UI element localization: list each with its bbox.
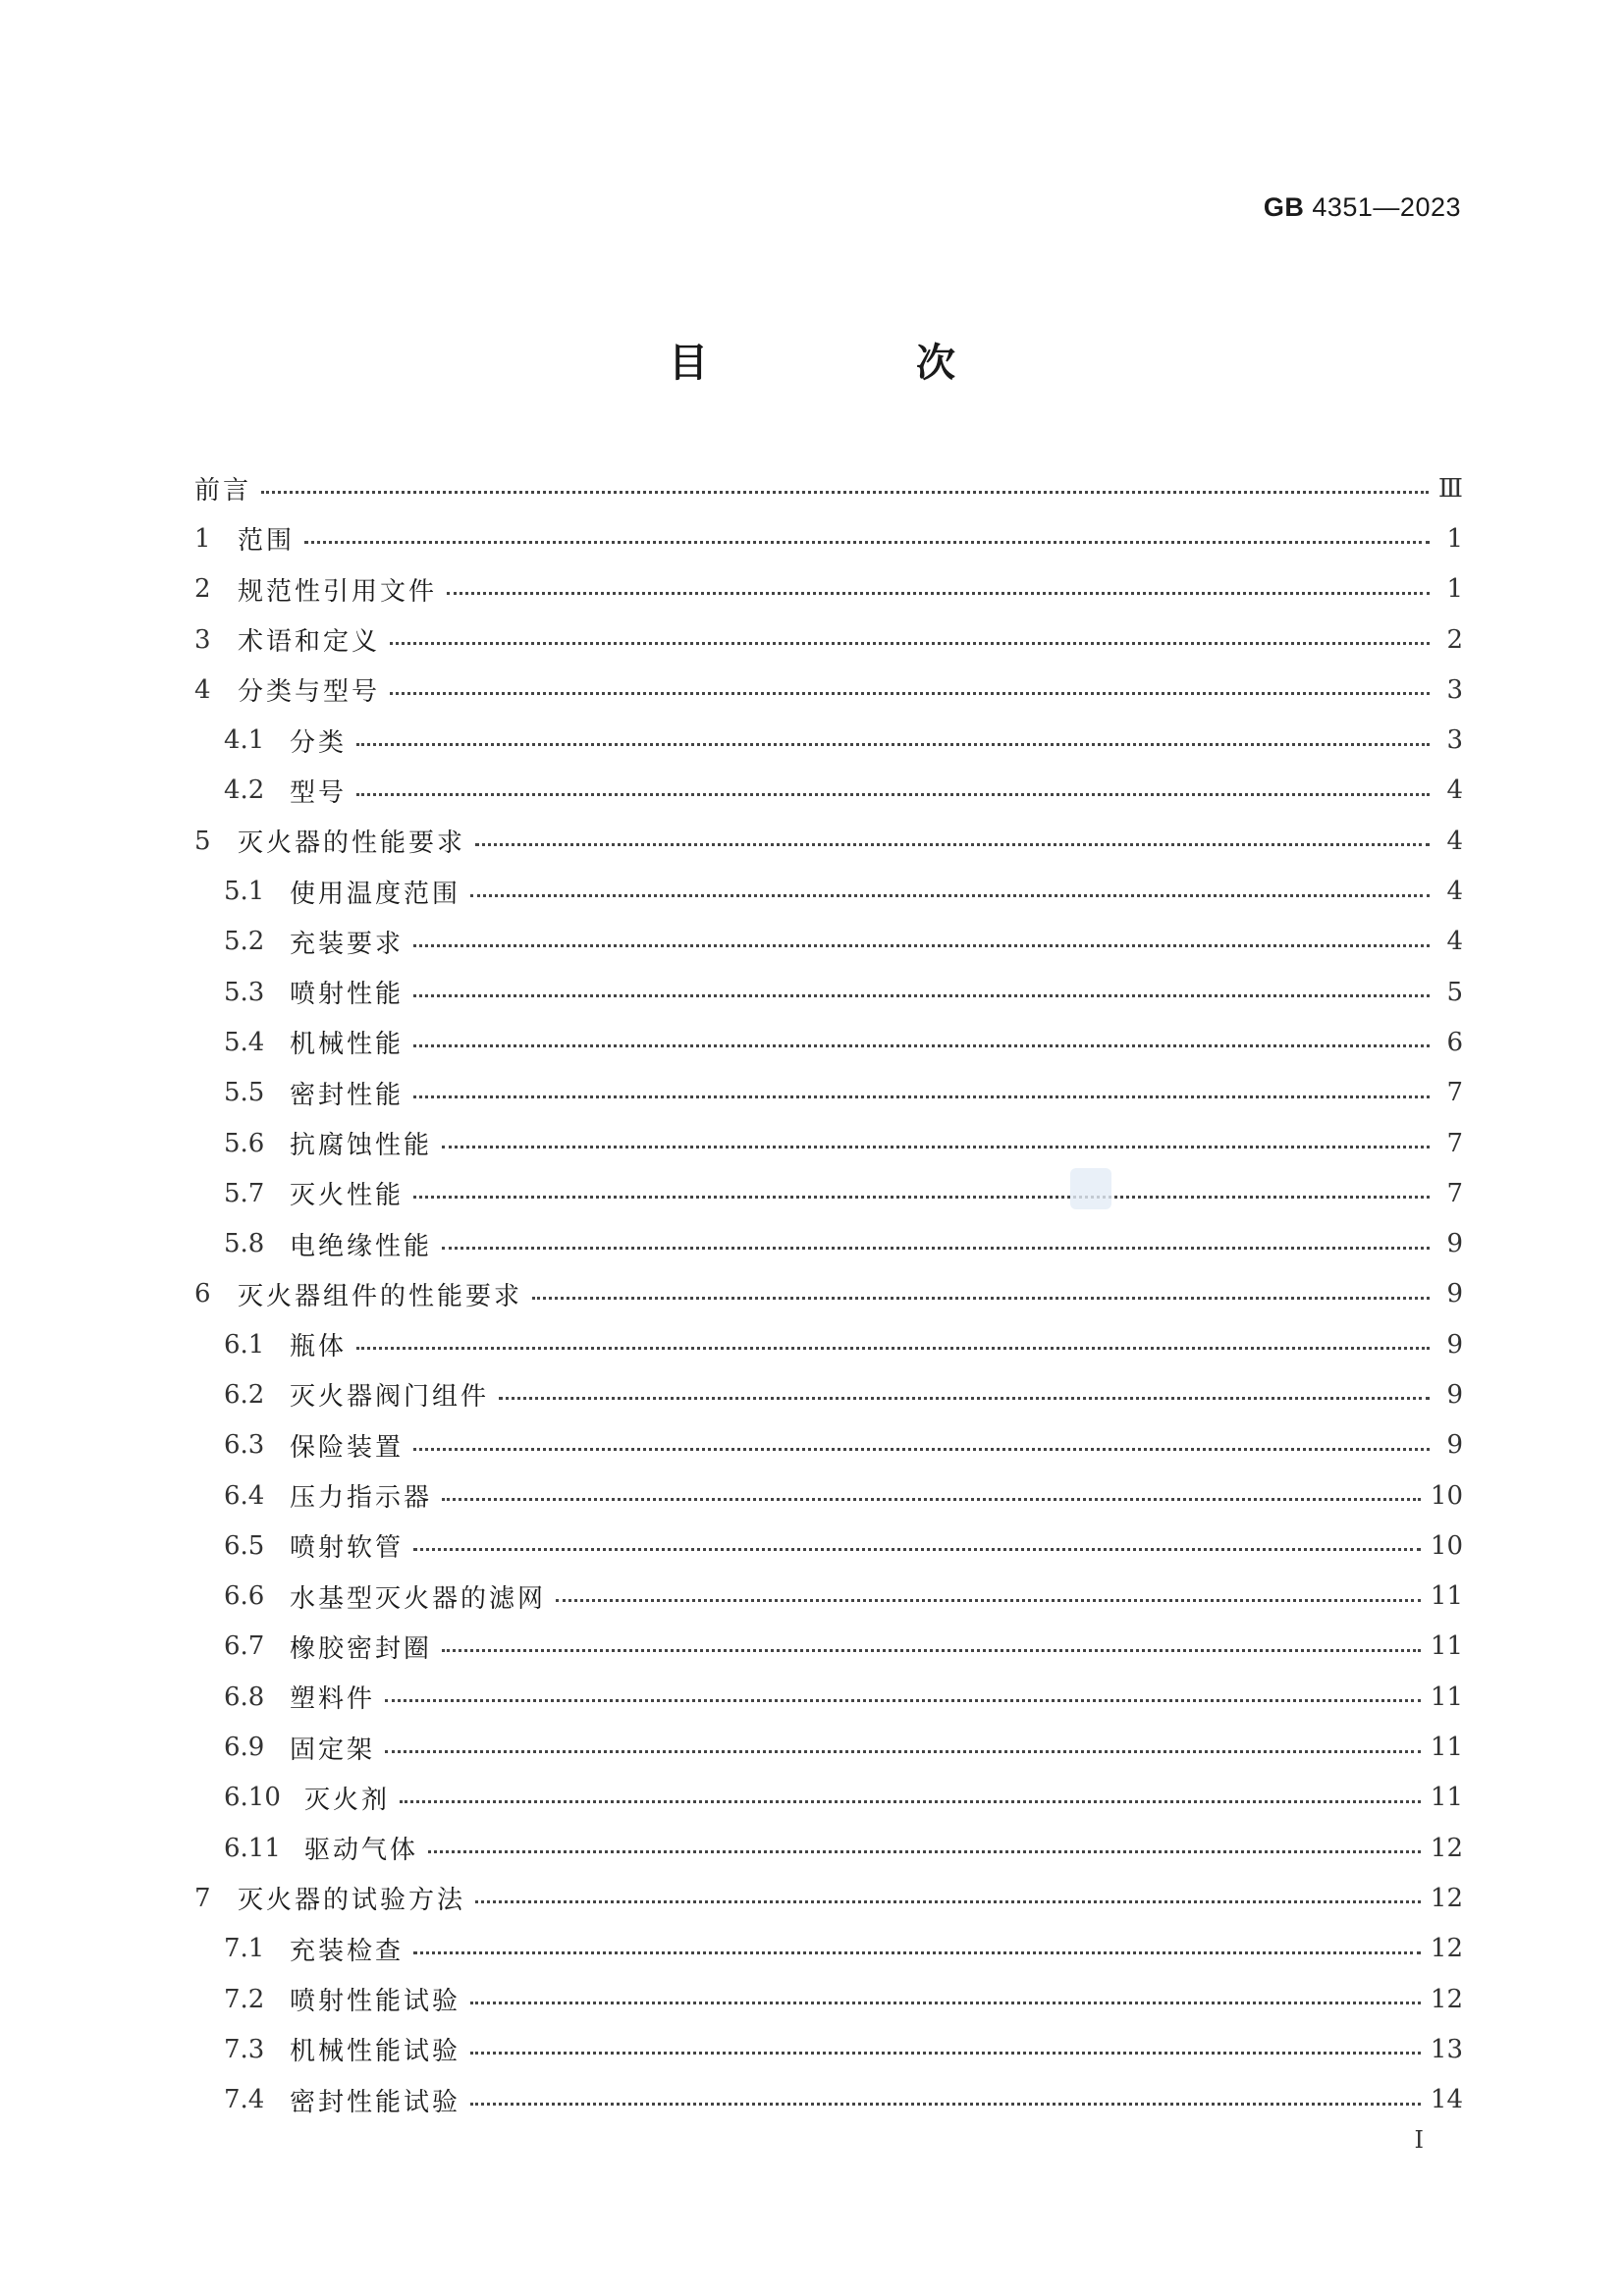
toc-entry-number: 3 bbox=[194, 624, 211, 655]
toc-entry-page: 11 bbox=[1430, 1783, 1463, 1813]
toc-entry-number: 6.3 bbox=[224, 1430, 265, 1461]
toc-leader-dots bbox=[470, 2103, 1421, 2106]
toc-entry-page: 6 bbox=[1446, 1027, 1463, 1057]
toc-entry-label: 密封性能 bbox=[290, 1080, 405, 1110]
toc-entry-label: 密封性能试验 bbox=[290, 2087, 461, 2117]
toc-entry-number: 6.6 bbox=[224, 1581, 265, 1612]
toc-leader-dots bbox=[390, 692, 1430, 695]
toc-leader-dots bbox=[413, 1044, 1430, 1047]
toc-entry-label: 灭火器阀门组件 bbox=[290, 1382, 490, 1413]
toc-leader-dots bbox=[413, 1448, 1430, 1451]
toc-entry[interactable] bbox=[194, 816, 1463, 866]
toc-entry-label: 灭火器组件的性能要求 bbox=[238, 1281, 523, 1311]
toc-leader-dots bbox=[470, 2002, 1421, 2004]
toc-entry-label: 规范性引用文件 bbox=[238, 576, 438, 607]
toc-entry-number: 5.8 bbox=[224, 1229, 265, 1259]
toc-entry-page: 14 bbox=[1430, 2085, 1463, 2115]
toc-entry[interactable] bbox=[194, 564, 1463, 614]
toc-leader-dots bbox=[356, 793, 1430, 796]
toc-entry-label: 灭火剂 bbox=[304, 1785, 391, 1815]
toc-entry-label: 灭火器的试验方法 bbox=[238, 1886, 466, 1916]
toc-entry[interactable] bbox=[194, 1118, 1463, 1168]
toc-leader-dots bbox=[556, 1599, 1421, 1602]
toc-leader-dots bbox=[400, 1800, 1421, 1803]
toc-entry[interactable] bbox=[194, 1672, 1463, 1722]
toc-entry-number: 6.2 bbox=[224, 1379, 265, 1410]
toc-entry-number: 4.1 bbox=[224, 725, 265, 756]
toc-entry-page: 9 bbox=[1446, 1229, 1463, 1259]
toc-entry[interactable] bbox=[194, 463, 1463, 513]
toc-entry[interactable] bbox=[194, 766, 1463, 816]
watermark-logo-icon bbox=[1070, 1168, 1111, 1209]
toc-entry-number: 5.5 bbox=[224, 1078, 265, 1108]
toc-entry-number: 5.4 bbox=[224, 1027, 265, 1057]
toc-entry-label: 充装检查 bbox=[290, 1936, 405, 1966]
toc-entry[interactable] bbox=[194, 1017, 1463, 1067]
toc-leader-dots bbox=[385, 1699, 1421, 1702]
toc-entry[interactable] bbox=[194, 1773, 1463, 1823]
toc-entry-number: 6.8 bbox=[224, 1682, 265, 1712]
toc-entry-label: 术语和定义 bbox=[238, 627, 381, 658]
toc-entry-page: 2 bbox=[1446, 624, 1463, 655]
toc-entry-page: 11 bbox=[1430, 1733, 1463, 1763]
toc-entry-label: 保险装置 bbox=[290, 1432, 405, 1463]
toc-entry[interactable] bbox=[194, 1974, 1463, 2024]
toc-entry-number: 5.7 bbox=[224, 1178, 265, 1208]
toc-entry-page: 9 bbox=[1446, 1379, 1463, 1410]
toc-entry-number: 1 bbox=[194, 523, 211, 554]
toc-entry-page: 12 bbox=[1430, 1883, 1463, 1913]
toc-entry[interactable] bbox=[194, 2075, 1463, 2125]
toc-entry-page: 4 bbox=[1446, 826, 1463, 856]
page-title: 目 次 bbox=[669, 341, 1040, 386]
toc-leader-dots bbox=[356, 1347, 1430, 1350]
toc-entry-page: 4 bbox=[1446, 927, 1463, 957]
toc-entry-label: 使用温度范围 bbox=[290, 879, 461, 909]
toc-entry-number: 5.6 bbox=[224, 1128, 265, 1158]
toc-entry[interactable] bbox=[194, 1873, 1463, 1923]
toc-leader-dots bbox=[413, 1095, 1430, 1098]
toc-entry-label: 喷射性能试验 bbox=[290, 1987, 461, 2017]
toc-entry[interactable] bbox=[194, 1924, 1463, 1974]
toc-entry[interactable] bbox=[194, 1068, 1463, 1118]
toc-entry-page: 7 bbox=[1446, 1128, 1463, 1158]
toc-leader-dots bbox=[413, 944, 1430, 947]
toc-entry-number: 7.1 bbox=[224, 1934, 265, 1964]
toc-leader-dots bbox=[475, 843, 1430, 846]
toc-entry-label: 充装要求 bbox=[290, 929, 405, 959]
toc-entry-page: 9 bbox=[1446, 1430, 1463, 1461]
toc-entry-page: 1 bbox=[1446, 574, 1463, 605]
toc-entry-page: 11 bbox=[1430, 1631, 1463, 1662]
toc-leader-dots bbox=[428, 1850, 1421, 1853]
toc-entry[interactable] bbox=[194, 1269, 1463, 1319]
toc-entry[interactable] bbox=[194, 715, 1463, 765]
toc-leader-dots bbox=[413, 1196, 1430, 1199]
toc-entry-label: 喷射软管 bbox=[290, 1533, 405, 1564]
toc-entry-label: 驱动气体 bbox=[304, 1836, 419, 1866]
toc-entry[interactable] bbox=[194, 1572, 1463, 1622]
toc-entry[interactable] bbox=[194, 513, 1463, 563]
toc-entry[interactable] bbox=[194, 1420, 1463, 1470]
toc-entry-page: 3 bbox=[1446, 674, 1463, 705]
standard-code: 4351—2023 bbox=[1312, 192, 1461, 222]
toc-entry-label: 水基型灭火器的滤网 bbox=[290, 1583, 547, 1614]
toc-entry-number: 5.3 bbox=[224, 977, 265, 1007]
toc-leader-dots bbox=[413, 994, 1430, 997]
toc-entry[interactable] bbox=[194, 1369, 1463, 1419]
toc-entry-label: 塑料件 bbox=[290, 1684, 376, 1715]
toc-entry-page: Ⅲ bbox=[1437, 473, 1463, 504]
standard-number bbox=[1264, 192, 1461, 223]
toc-leader-dots bbox=[261, 491, 1429, 494]
toc-entry-number: 6.1 bbox=[224, 1329, 265, 1360]
table-of-contents bbox=[194, 463, 1463, 2125]
toc-leader-dots bbox=[470, 894, 1430, 897]
toc-entry-page: 9 bbox=[1446, 1329, 1463, 1360]
toc-entry[interactable] bbox=[194, 1470, 1463, 1521]
toc-entry-label: 分类 bbox=[290, 727, 348, 758]
toc-entry[interactable] bbox=[194, 917, 1463, 967]
toc-entry-number: 7.3 bbox=[224, 2034, 265, 2064]
toc-leader-dots bbox=[499, 1397, 1430, 1400]
toc-entry-page: 1 bbox=[1446, 523, 1463, 554]
toc-entry-page: 3 bbox=[1446, 725, 1463, 756]
toc-entry-page: 4 bbox=[1446, 877, 1463, 907]
toc-entry-page: 4 bbox=[1446, 775, 1463, 806]
toc-entry-page: 11 bbox=[1430, 1682, 1463, 1712]
toc-entry-page: 10 bbox=[1430, 1480, 1463, 1511]
toc-entry-page: 13 bbox=[1430, 2034, 1463, 2064]
toc-entry[interactable] bbox=[194, 1722, 1463, 1772]
toc-entry-label: 分类与型号 bbox=[238, 677, 381, 708]
toc-entry-number: 5 bbox=[194, 826, 211, 856]
toc-entry-number: 5.2 bbox=[224, 927, 265, 957]
toc-leader-dots bbox=[447, 592, 1430, 595]
toc-entry-number: 5.1 bbox=[224, 877, 265, 907]
toc-entry-label: 范围 bbox=[238, 526, 296, 557]
toc-leader-dots bbox=[413, 1548, 1421, 1551]
toc-entry[interactable] bbox=[194, 1168, 1463, 1218]
toc-leader-dots bbox=[390, 642, 1430, 645]
toc-entry-label: 抗腐蚀性能 bbox=[290, 1131, 433, 1160]
toc-entry-label: 机械性能 bbox=[290, 1030, 405, 1060]
toc-entry-page: 7 bbox=[1446, 1078, 1463, 1108]
standard-prefix: GB bbox=[1263, 192, 1305, 222]
toc-entry-number: 4 bbox=[194, 674, 211, 705]
toc-entry[interactable] bbox=[194, 1319, 1463, 1369]
toc-entry-label: 固定架 bbox=[290, 1735, 376, 1765]
page-number: Ⅰ bbox=[1414, 2126, 1424, 2154]
toc-entry-label: 压力指示器 bbox=[290, 1483, 433, 1514]
toc-entry-page: 5 bbox=[1446, 977, 1463, 1007]
toc-entry[interactable] bbox=[194, 1521, 1463, 1571]
toc-entry-label: 橡胶密封圈 bbox=[290, 1633, 433, 1664]
toc-leader-dots bbox=[442, 1247, 1430, 1250]
toc-entry-label: 前言 bbox=[194, 476, 252, 507]
toc-entry-number: 4.2 bbox=[224, 775, 265, 806]
toc-leader-dots bbox=[475, 1900, 1421, 1903]
toc-leader-dots bbox=[442, 1146, 1430, 1148]
toc-entry-label: 型号 bbox=[290, 777, 348, 808]
toc-entry-label: 瓶体 bbox=[290, 1332, 348, 1362]
toc-leader-dots bbox=[442, 1498, 1421, 1501]
toc-entry-page: 12 bbox=[1430, 1833, 1463, 1863]
toc-entry-page: 12 bbox=[1430, 1934, 1463, 1964]
toc-entry[interactable] bbox=[194, 1218, 1463, 1268]
toc-entry-number: 6.7 bbox=[224, 1631, 265, 1662]
toc-entry[interactable] bbox=[194, 614, 1463, 665]
toc-entry-label: 灭火器的性能要求 bbox=[238, 828, 466, 859]
toc-entry-number: 6.9 bbox=[224, 1733, 265, 1763]
toc-entry-number: 6.4 bbox=[224, 1480, 265, 1511]
toc-entry[interactable] bbox=[194, 2024, 1463, 2074]
toc-entry-page: 10 bbox=[1430, 1530, 1463, 1561]
toc-entry-number: 6.11 bbox=[224, 1833, 281, 1863]
toc-entry-page: 11 bbox=[1430, 1581, 1463, 1612]
toc-leader-dots bbox=[532, 1297, 1430, 1300]
toc-entry-label: 电绝缘性能 bbox=[290, 1231, 433, 1261]
toc-entry-number: 2 bbox=[194, 574, 211, 605]
toc-entry-number: 7.2 bbox=[224, 1984, 265, 2014]
toc-entry[interactable] bbox=[194, 866, 1463, 916]
toc-entry-label: 机械性能试验 bbox=[290, 2037, 461, 2067]
toc-entry-number: 7.4 bbox=[224, 2085, 265, 2115]
toc-entry-number: 6.5 bbox=[224, 1530, 265, 1561]
toc-entry-number: 7 bbox=[194, 1883, 211, 1913]
toc-leader-dots bbox=[413, 1951, 1421, 1954]
toc-entry[interactable] bbox=[194, 1823, 1463, 1873]
toc-entry-page: 9 bbox=[1446, 1279, 1463, 1309]
toc-leader-dots bbox=[470, 2052, 1421, 2055]
toc-entry[interactable] bbox=[194, 1622, 1463, 1672]
toc-entry-label: 灭火性能 bbox=[290, 1181, 405, 1211]
toc-leader-dots bbox=[356, 743, 1430, 746]
toc-entry-page: 7 bbox=[1446, 1178, 1463, 1208]
toc-entry[interactable] bbox=[194, 967, 1463, 1017]
toc-leader-dots bbox=[304, 541, 1430, 544]
toc-leader-dots bbox=[442, 1649, 1421, 1652]
toc-entry-label: 喷射性能 bbox=[290, 980, 405, 1010]
toc-leader-dots bbox=[385, 1750, 1421, 1753]
toc-entry-number: 6.10 bbox=[224, 1783, 281, 1813]
toc-entry-page: 12 bbox=[1430, 1984, 1463, 2014]
toc-entry-number: 6 bbox=[194, 1279, 211, 1309]
toc-entry[interactable] bbox=[194, 665, 1463, 715]
